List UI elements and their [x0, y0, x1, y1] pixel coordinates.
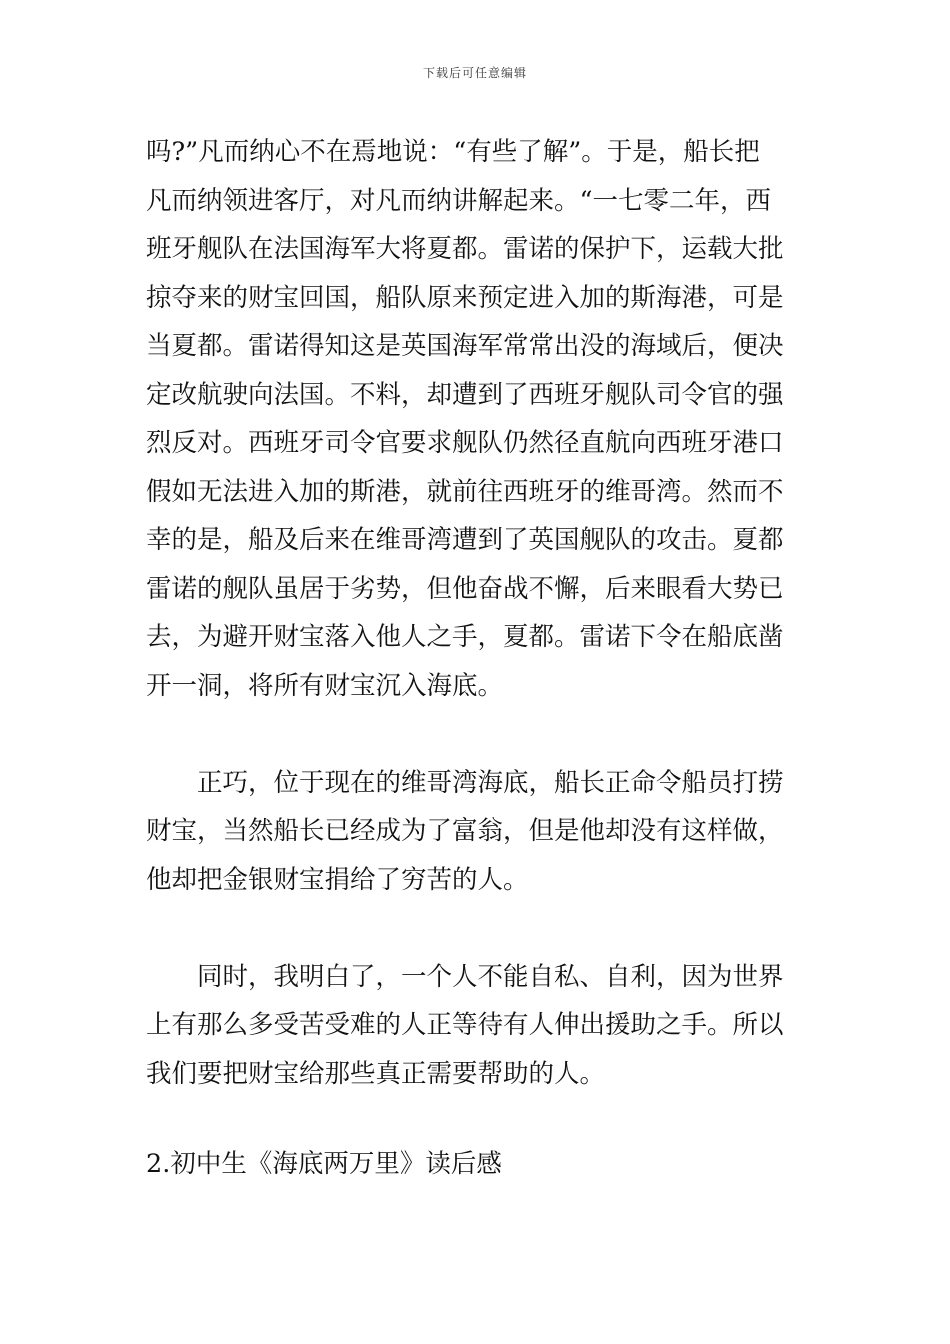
- document-body: [146, 128, 806, 1189]
- section-heading: 2.初中生《海底两万里》读后感: [146, 1149, 502, 1179]
- paragraph-reflection: 同时，我明白了，一个人不能自私、自利，因为世界 上有那么多受苦受难的人正等待有人伸出援助之手。所以 我们要把财宝给那些真正需要帮助的人。: [146, 961, 784, 1089]
- page-header: 下载后可任意编辑: [422, 66, 527, 80]
- paragraph-treasure: 正巧，位于现在的维哥湾海底，船长正命令船员打捞 财宝，当然船长已经成为了富翁，但是他却没有这样做， 他却把金银财宝捐给了穷苦的人。: [146, 767, 784, 895]
- paragraph-story: 吗?”凡而纳心不在焉地说：“有些了解”。于是，船长把 凡而纳领进客厅，对凡而纳讲解起来。“一七零二年，西 班牙舰队在法国海军大将夏都。雷诺的保护下，运载大批 掠夺来的财宝回国，船队原来预定进入加的斯海港，可是 当夏都。雷诺得知这是英国海军常常出没的海域后，便决 定改航驶向法国。不料，却遭到了西班牙舰队司令官的强 烈反对。西班牙司令官要求舰队仍然径直航向西班牙港口 假如无法进入加的斯港，就前往西班牙的维哥湾。然而不 幸的是，船及后来在维哥湾遭到了英国舰队的攻击。夏都 雷诺的舰队虽居于劣势，但他奋战不懈，后来眼看大势已 去，为避开财宝落入他人之手，夏都。雷诺下令在船底凿 开一洞，将所有财宝沉入海底。: [146, 137, 784, 701]
